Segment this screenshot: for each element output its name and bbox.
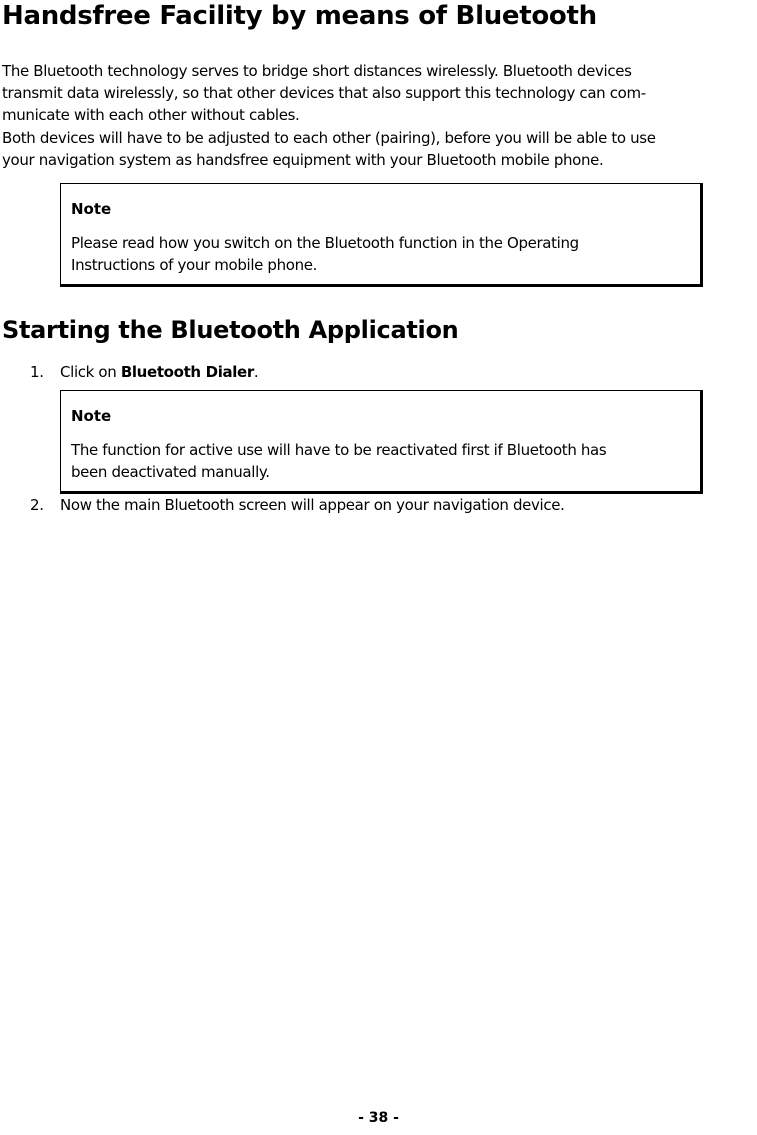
section-title: Handsfree Facility by means of Bluetooth	[2, 1, 597, 31]
step-number: 1.	[30, 363, 44, 381]
pairing-paragraph	[2, 127, 754, 171]
note-title: Note	[71, 200, 112, 218]
paragraph-line: The Bluetooth technology serves to bridge short distances wirelessly. Bluetooth devices	[2, 62, 632, 80]
bluetooth-dialer-label: Bluetooth Dialer	[120, 363, 254, 381]
step-text-prefix: Click on	[60, 363, 121, 381]
paragraph-line: Both devices will have to be adjusted to each other (pairing), before you will be able to use	[2, 129, 656, 147]
note-box	[60, 183, 703, 287]
step-2	[30, 494, 565, 516]
paragraph-line: municate with each other without cables.	[2, 106, 300, 124]
note-text	[71, 232, 690, 276]
paragraph-line: your navigation system as handsfree equipment with your Bluetooth mobile phone.	[2, 151, 604, 169]
step-text: Now the main Bluetooth screen will appear on your navigation device.	[60, 496, 565, 514]
note-title: Note	[71, 407, 112, 425]
intro-paragraph	[2, 60, 754, 126]
note-line: Please read how you switch on the Bluetooth function in the Operating	[71, 234, 579, 252]
paragraph-line: transmit data wirelessly, so that other devices that also support this technology can com-	[2, 84, 646, 102]
note-line: Instructions of your mobile phone.	[71, 256, 318, 274]
step-number: 2.	[30, 496, 44, 514]
step-text-suffix: .	[253, 363, 259, 381]
note-line: been deactivated manually.	[71, 463, 270, 481]
page-number: - 38 -	[358, 1110, 399, 1126]
note-box	[60, 390, 703, 494]
subsection-title: Starting the Bluetooth Application	[2, 316, 459, 344]
note-text	[71, 439, 690, 483]
note-line: The function for active use will have to be reactivated first if Bluetooth has	[71, 441, 607, 459]
step-1	[30, 361, 258, 383]
